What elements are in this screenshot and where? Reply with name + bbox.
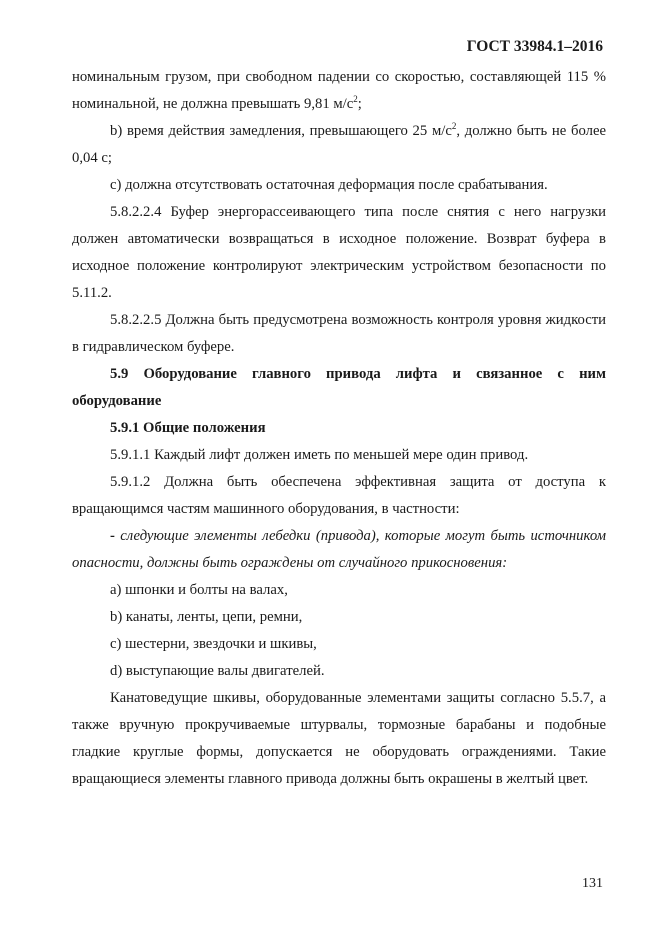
list-item-d: d) выступающие валы двигателей.	[110, 663, 325, 679]
clause-5-9-1-2: 5.9.1.2 Должна быть обеспечена эффективная защита от доступа к вращающимся частям машинного оборудования, в частности:	[72, 474, 606, 517]
dash-marker: -	[110, 528, 115, 544]
italic-note	[72, 523, 606, 577]
page-number: 131	[582, 876, 603, 891]
section-heading-5-9: 5.9 Оборудование главного привода лифта и связанное с ним оборудование	[72, 366, 606, 409]
list-item-c: c) должна отсутствовать остаточная деформация после срабатывания.	[110, 177, 548, 193]
list-item-a: a) шпонки и болты на валах,	[110, 582, 288, 598]
paragraph-sheaves: Канатоведущие шкивы, оборудованные элементами защиты согласно 5.5.7, а также вручную прокручиваемые штурвалы, тормозные барабаны и подобные гладкие круглые формы, допускается не оборудовать ограждениями. Такие вращающиеся элементы главного привода должны быть окрашены в желтый цвет.	[72, 690, 606, 787]
document-header: ГОСТ 33984.1–2016	[466, 38, 603, 55]
paragraph-text-end: , должно быть не более 0,04 с;	[72, 123, 606, 166]
paragraph-text-end: ;	[357, 96, 362, 112]
page-body	[72, 64, 606, 793]
paragraph-text: b) время действия замедления, превышающего 25 м/с	[110, 123, 452, 139]
clause-5-9-1-1: 5.9.1.1 Каждый лифт должен иметь по меньшей мере один привод.	[110, 447, 529, 463]
paragraph-text: номинальным грузом, при свободном падении со скоростью, составляющей 115 % номинальной, не должна превышать 9,81 м/с	[72, 69, 606, 112]
subsection-heading-5-9-1: 5.9.1 Общие положения	[110, 420, 266, 436]
list-item-b	[72, 118, 606, 172]
list-item-b2: b) канаты, ленты, цепи, ремни,	[110, 609, 303, 625]
list-item-c2: c) шестерни, звездочки и шкивы,	[110, 636, 317, 652]
superscript: 2	[353, 94, 358, 105]
superscript: 2	[451, 121, 457, 132]
clause-5-8-2-2-5: 5.8.2.2.5 Должна быть предусмотрена возможность контроля уровня жидкости в гидравлическом буфере.	[72, 312, 606, 355]
paragraph-continuation	[72, 64, 606, 118]
clause-5-8-2-2-4: 5.8.2.2.4 Буфер энергорассеивающего типа после снятия с него нагрузки должен автоматически возвращаться в исходное положение. Возврат буфера в исходное положение контролируют электрическим устройством безопасности по 5.11.2.	[72, 204, 606, 301]
italic-note-text: следующие элементы лебедки (привода), которые могут быть источником опасности, должны быть ограждены от случайного прикосновения:	[72, 528, 606, 571]
